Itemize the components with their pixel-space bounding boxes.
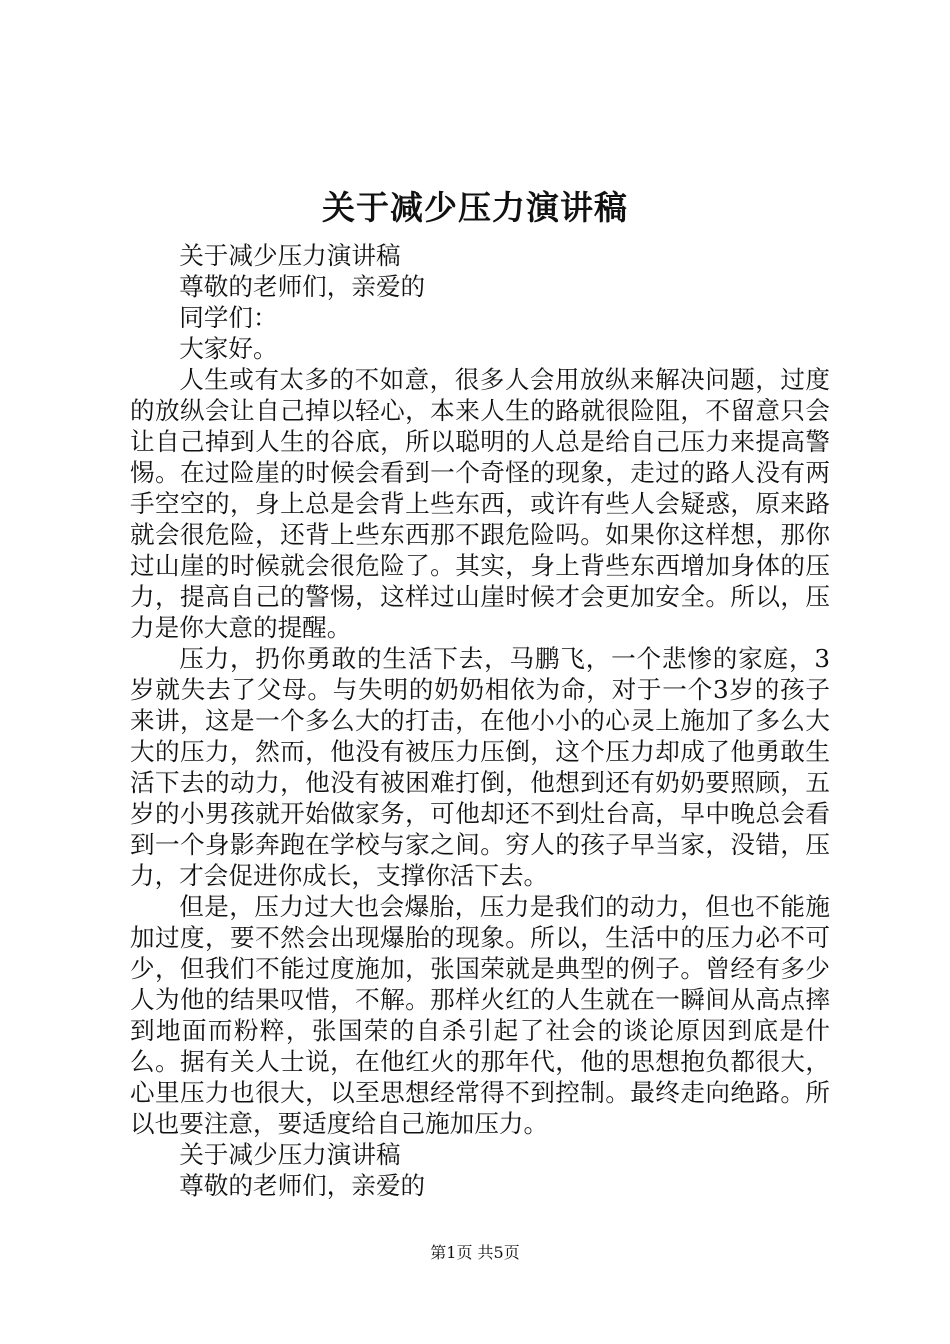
paragraph-salutation-cont: 同学们： <box>179 303 278 332</box>
paragraph-greeting: 大家好。 <box>179 334 278 363</box>
paragraph-salutation-2: 尊敬的老师们，亲爱的 <box>179 1171 426 1200</box>
paragraph-heading-repeat: 关于减少压力演讲稿 <box>179 241 401 270</box>
document-body <box>130 240 830 1201</box>
paragraph-heading-repeat-2: 关于减少压力演讲稿 <box>179 1140 401 1169</box>
page-footer: 第1页 共5页 <box>430 1243 520 1262</box>
paragraph-salutation: 尊敬的老师们，亲爱的 <box>179 272 426 301</box>
paragraph-body-1: 人生或有太多的不如意，很多人会用放纵来解决问题，过度的放纵会让自己掉以轻心，本来人生的路就很险阻，不留意只会让自己掉到人生的谷底，所以聪明的人总是给自己压力来提高警惕。在过险崖的时候会看到一个奇怪的现象，走过的路人没有两手空空的，身上总是会背上些东西，或许有些人会疑惑，原来路就会很危险，还背上些东西那不跟危险吗。如果你这样想，那你过山崖的时候就会很危险了。其实，身上背些东西增加身体的压力，提高自己的警惕，这样过山崖时候才会更加安全。所以，压力是你大意的提醒。 <box>130 365 830 642</box>
document-title: 关于减少压力演讲稿 <box>322 188 628 227</box>
paragraph-body-2: 压力，扔你勇敢的生活下去，马鹏飞，一个悲惨的家庭，3岁就失去了父母。与失明的奶奶相依为命，对于一个3岁的孩子来讲，这是一个多么大的打击，在他小小的心灵上施加了多么大大的压力，然而，他没有被压力压倒，这个压力却成了他勇敢生活下去的动力，他没有被困难打倒，他想到还有奶奶要照顾，五岁的小男孩就开始做家务，可他却还不到灶台高，早中晚总会看到一个身影奔跑在学校与家之间。穷人的孩子早当家，没错，压力，才会促进你成长，支撑你活下去。 <box>130 644 830 890</box>
paragraph-body-3: 但是，压力过大也会爆胎，压力是我们的动力，但也不能施加过度，要不然会出现爆胎的现象。所以，生活中的压力必不可少，但我们不能过度施加，张国荣就是典型的例子。曾经有多少人为他的结果叹惜，不解。那样火红的人生就在一瞬间从高点摔到地面而粉粹，张国荣的自杀引起了社会的谈论原因到底是什么。据有关人士说，在他红火的那年代，他的思想抱负都很大，心里压力也很大，以至思想经常得不到控制。最终走向绝路。所以也要注意，要适度给自己施加压力。 <box>130 892 830 1138</box>
